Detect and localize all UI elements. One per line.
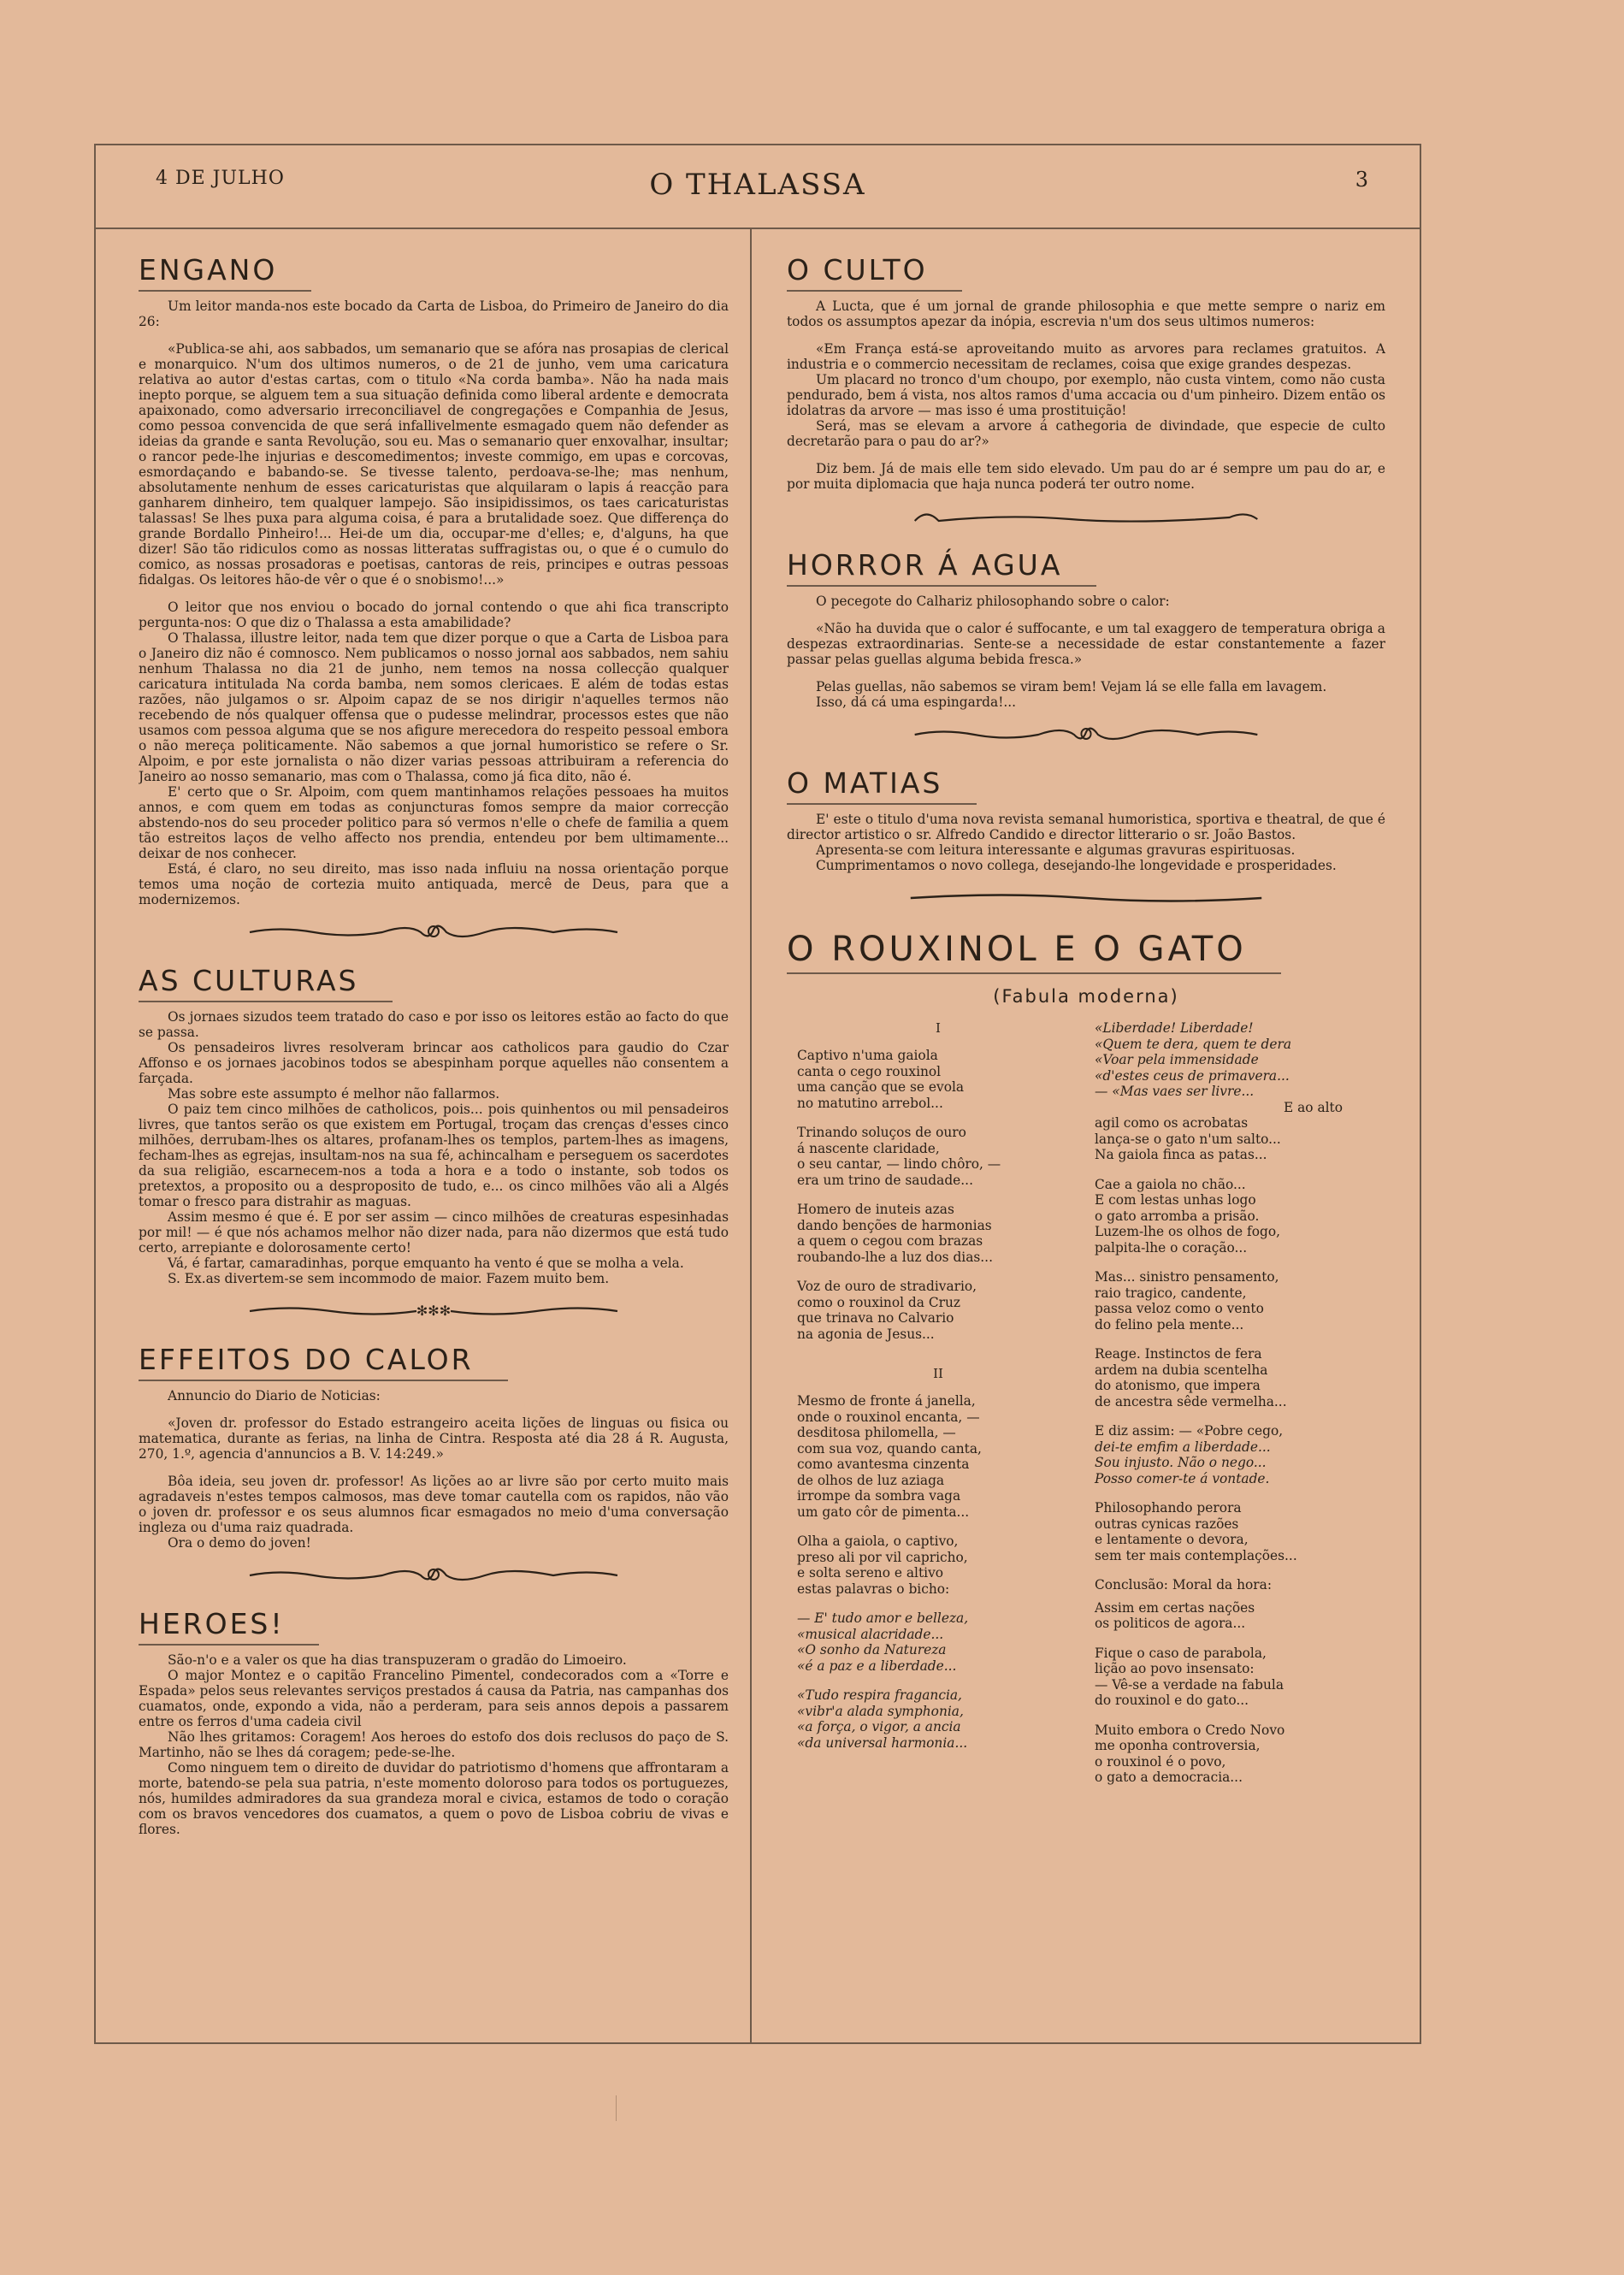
article-paragraph: Annuncio do Diario de Noticias: bbox=[168, 1388, 381, 1403]
article-paragraph: «Publica-se ahi, aos sabbados, um semanario que se afóra nas prosapias de clerical e monarquico. N'um dos ultimos numeros, o de 21 de junho, vem uma caricatura relativa ao autor d'estas cartas, com o titulo «Na corda bamba». Não ha nada mais inepto porque, se alguem tem a sua situação definida como liberal ardente e democrata apaixonado, como adversario irreconciliavel de congregações e Companhia de Jesus, como pessoa convencida de que será infallivelmente esmagado quem não defender as ideias da grande e santa Revolução, sou eu. Mas o semanario quer enxovalhar, insultar; o rancor pede-lhe injurias e descomedimentos; investe commigo, em upas e corcovas, esmordaçando e babando-se. Se tivesse talento, perdoava-se-lhe; mas nenhum, absolutamente nenhum de esses caricaturistas que alquilaram o lapis á reacção para ganharem dinheiro, tem qualquer lampejo. São insipidissimos, os taes caricaturistas talassas! Se lhes puxa para alguma coisa, é para a brutalidade soez. Que differença do grande Bordallo Pinheiro!... Hei-de um dia, occupar-me d'elles; e, d'alguns, ha que dizer! São tão ridiculos como as nossas litteratas suffragistas ou, o que é o cumulo do comico, as nossas prosadoras e poetisas, cantoras de reis, principes e outras pessoas fidalgas. Os leitores hão-de vêr o que é o snobismo!...» bbox=[139, 341, 729, 588]
poem-stanza bbox=[1095, 1020, 1377, 1163]
ornamental-divider bbox=[245, 1563, 622, 1588]
poem-line: Trinando soluços de ouro bbox=[797, 1125, 966, 1140]
poem-line: canta o cego rouxinol bbox=[797, 1063, 942, 1079]
poem-line: os politicos de agora... bbox=[1095, 1616, 1246, 1631]
article-paragraph: Não lhes gritamos: Coragem! Aos heroes do estofo dos dois reclusos do paço de S. Martinho, não se lhes dá coragem; pede-se-lhe. bbox=[139, 1729, 729, 1760]
poem-line: E ao alto bbox=[1283, 1099, 1343, 1115]
poem-line: agil como os acrobatas bbox=[1095, 1115, 1249, 1131]
poem-line: Assim em certas nações bbox=[1095, 1599, 1255, 1616]
poem-line: preso ali por vil capricho, bbox=[797, 1549, 968, 1565]
poem-line: no matutino arrebol... bbox=[797, 1095, 943, 1111]
article-horror bbox=[787, 543, 1385, 710]
poem-stanza bbox=[1095, 1500, 1377, 1563]
article-culto bbox=[787, 248, 1385, 492]
poem-line: Voz de ouro de stradivario, bbox=[797, 1279, 977, 1294]
poem-line: E com lestas unhas logo bbox=[1095, 1192, 1256, 1208]
poem-line: — E' tudo amor e belleza, bbox=[797, 1610, 969, 1626]
article-title: O ROUXINOL E O GATO bbox=[787, 930, 1281, 974]
poem-line: dando benções de harmonias bbox=[797, 1217, 992, 1233]
poem-line: «da universal harmonia... bbox=[797, 1734, 968, 1751]
article-paragraph: Vá, é fartar, camaradinhas, porque emquanto ha vento é que se molha a vela. bbox=[168, 1256, 684, 1271]
fable-subtitle: (Fabula moderna) bbox=[993, 986, 1179, 1007]
poem-line: Captivo n'uma gaiola bbox=[797, 1048, 938, 1063]
article-paragraph: O Thalassa, illustre leitor, nada tem que dizer porque o que a Carta de Lisboa para o Janeiro diz não é comnosco. Nem publicamos o nosso jornal aos sabbados, nem sahiu nenhum Thalassa no dia 21 de junho, nem temos na nossa collecção qualquer caricatura intitulada Na corda bamba, nem somos clericaes. E além de todas estas razões, não julgamos o sr. Alpoim capaz de se nos dirigir n'aquelles termos não recebendo de nós qualquer offensa que o pudesse melindrar, processos estes que não usamos com pessoa alguma que se nos afigure merecedora do respeito pessoal embora o não mereça politicamente. Não sabemos a que jornal humoristico se refere o Sr. Alpoim, e por este jornalista o não dizer varias pessoas attribuiram a referencia do Janeiro ao nosso semanario, mas com o Thalassa, como já fica dito, não é. bbox=[139, 630, 729, 784]
poem-line: Na gaiola finca as patas... bbox=[1095, 1147, 1267, 1162]
poem-line: «O sonho da Natureza bbox=[797, 1642, 947, 1658]
poem-line: «musical alacridade... bbox=[797, 1626, 944, 1642]
poem-stanza bbox=[797, 1533, 1079, 1597]
article-paragraph: A Lucta, que é um jornal de grande philosophia e que mette sempre o nariz em todos os assumptos apezar da inópia, escrevia n'um dos seus ultimos numeros: bbox=[787, 298, 1385, 329]
poem-stanza bbox=[797, 1125, 1079, 1188]
article-title: EFFEITOS DO CALOR bbox=[139, 1343, 508, 1381]
article-paragraph: Será, mas se elevam a arvore á cathegoria de divindade, que especie de culto decretarão para o pau do ar?» bbox=[787, 418, 1385, 449]
poem-line: Muito embora o Credo Novo bbox=[1095, 1722, 1285, 1738]
article-paragraph: O pecegote do Calhariz philosophando sobre o calor: bbox=[816, 594, 1170, 609]
ornamental-divider bbox=[911, 504, 1261, 529]
poem-line: raio tragico, candente, bbox=[1095, 1285, 1247, 1301]
poem-line: «Voar pela immensidade bbox=[1095, 1052, 1259, 1067]
article-title: AS CULTURAS bbox=[139, 964, 393, 1002]
svg-text:✻✻✻: ✻✻✻ bbox=[416, 1303, 452, 1319]
poem-line: do rouxinol e do gato... bbox=[1095, 1693, 1249, 1708]
poem-stanza bbox=[1095, 1269, 1377, 1332]
poem-line: na agonia de Jesus... bbox=[797, 1326, 935, 1342]
article-title: O CULTO bbox=[787, 253, 962, 292]
poem-line: «Tudo respira fragancia, bbox=[797, 1687, 962, 1703]
article-paragraph: Está, é claro, no seu direito, mas isso nada influiu na nossa orientação porque temos uma noção de cortezia muito antiquada, mercê de Deus, para que a modernizemos. bbox=[139, 861, 729, 907]
newspaper-title: O THALASSA bbox=[649, 168, 866, 202]
article-title: HORROR Á AGUA bbox=[787, 548, 1096, 587]
article-paragraph: Como ninguem tem o direito de duvidar do patriotismo d'homens que affrontaram a morte, batendo-se pela sua patria, n'este momento doloroso para todos os portuguezes, nós, humildes admiradores da sua grandeza moral e civica, estamos de todo o coração com os bravos vencedores dos cuamatos, a quem o povo de Lisboa cobriu de vivas e flores. bbox=[139, 1760, 729, 1837]
header-rule bbox=[96, 228, 1420, 229]
poem-stanza bbox=[1095, 1346, 1377, 1409]
poem-line: E diz assim: — «Pobre cego, bbox=[1095, 1423, 1284, 1439]
poem-line: e solta sereno e altivo bbox=[797, 1565, 944, 1581]
poem-line: palpita-lhe o coração... bbox=[1095, 1239, 1248, 1256]
poem-line: do atonismo, que impera bbox=[1095, 1378, 1261, 1393]
article-paragraph: Mas sobre este assumpto é melhor não fallarmos. bbox=[168, 1086, 500, 1102]
poem-stanza bbox=[797, 1687, 1079, 1751]
poem-line: o gato arromba a prisão. bbox=[1095, 1208, 1260, 1224]
ornamental-divider bbox=[245, 1298, 622, 1324]
article-paragraph: Bôa ideia, seu joven dr. professor! As lições ao ar livre são por certo muito mais agradaveis n'estes tempos calmosos, mas deve tomar cautella com os rapidos, não vão o joven dr. professor e os seus alumnos ficar esmagados no meio d'uma conversação ingleza ou d'uma raiz quadrada. bbox=[139, 1474, 729, 1535]
article-paragraph: E' este o titulo d'uma nova revista semanal humoristica, sportiva e theatral, de que é director artistico o sr. Alfredo Candido e director litterario o sr. João Bastos. bbox=[787, 812, 1385, 842]
newspaper-page-frame bbox=[94, 144, 1421, 2044]
article-paragraph: Os pensadeiros livres resolveram brincar aos catholicos para gaudio do Czar Affonso e os jornaes jacobinos todos se abespinham porque aquelles não consentem a farçada. bbox=[139, 1040, 729, 1086]
poem-stanza bbox=[797, 1393, 1079, 1520]
left-column bbox=[139, 248, 729, 2032]
article-paragraph: Assim mesmo é que é. E por ser assim — cinco milhões de creaturas espesinhadas por mil! — é que nós achamos melhor não dizer nada, para não dizermos que está tudo certo, arrepiante e dolorosamente certo! bbox=[139, 1209, 729, 1256]
poem-line: Luzem-lhe os olhos de fogo, bbox=[1095, 1224, 1281, 1239]
poem-line: era um trino de saudade... bbox=[797, 1172, 973, 1188]
poem-line: Reage. Instinctos de fera bbox=[1095, 1346, 1262, 1362]
poem-line: — «Mas vaes ser livre... bbox=[1095, 1084, 1255, 1099]
poem-line: de ancestra sêde vermelha... bbox=[1095, 1393, 1287, 1409]
paper-mark bbox=[616, 2095, 617, 2121]
article-title: HEROES! bbox=[139, 1607, 319, 1646]
poem-line: um gato côr de pimenta... bbox=[797, 1504, 970, 1520]
poem-line: á nascente claridade, bbox=[797, 1140, 940, 1156]
poem-line: uma canção que se evola bbox=[797, 1079, 965, 1095]
poem-line: me oponha controversia, bbox=[1095, 1738, 1261, 1753]
poem-column-right bbox=[1095, 1020, 1377, 1799]
article-heroes bbox=[139, 1602, 729, 1837]
poem-line: com sua voz, quando canta, bbox=[797, 1440, 982, 1457]
poem-line: Posso comer-te á vontade. bbox=[1095, 1470, 1270, 1486]
ornamental-divider bbox=[906, 885, 1266, 911]
article-paragraph: «Joven dr. professor do Estado estrangeiro aceita lições de linguas ou fisica ou matematica, durante as ferias, na linha de Cintra. Resposta até dia 28 á R. Augusta, 270, 1.º, agencia d'annuncios a B. V. 14:249.» bbox=[139, 1415, 729, 1462]
poem-line: lança-se o gato n'um salto... bbox=[1095, 1131, 1281, 1147]
poem-line: que trinava no Calvario bbox=[797, 1310, 954, 1326]
part-numeral: I bbox=[936, 1020, 941, 1036]
poem-stanza bbox=[1095, 1577, 1377, 1593]
issue-date: 4 DE JULHO bbox=[156, 168, 285, 189]
ornamental-divider bbox=[245, 919, 622, 945]
article-paragraph: São-n'o e a valer os que ha dias transpuzeram o gradão do Limoeiro. bbox=[168, 1652, 627, 1668]
poem-line: outras cynicas razões bbox=[1095, 1516, 1239, 1532]
poem-stanza bbox=[797, 1610, 1079, 1674]
right-column bbox=[787, 248, 1385, 2032]
article-paragraph: Um placard no tronco d'um choupo, por exemplo, não custa vintem, como não custa pendurado, bem á vista, nos altos ramos d'uma accacia ou d'um pinheiro. Dizem então os idolatras da arvore — mas isso é uma prostituição! bbox=[787, 372, 1385, 418]
poem-stanza bbox=[1095, 1423, 1377, 1486]
poem-line: o gato a democracia... bbox=[1095, 1770, 1243, 1785]
poem-line: Philosophando perora bbox=[1095, 1500, 1242, 1516]
poem-line: Cae a gaiola no chão... bbox=[1095, 1176, 1246, 1192]
poem-line: lição ao povo insensato: bbox=[1095, 1661, 1255, 1676]
poem-line: como avantesma cinzenta bbox=[797, 1457, 970, 1472]
poem-line: «d'estes ceus de primavera... bbox=[1095, 1067, 1290, 1084]
ornamental-divider bbox=[911, 722, 1261, 748]
poem-stanza bbox=[797, 1202, 1079, 1265]
poem-line: sem ter mais contemplações... bbox=[1095, 1547, 1297, 1563]
poem-line: de olhos de luz aziaga bbox=[797, 1472, 945, 1488]
poem-line: — Vê-se a verdade na fabula bbox=[1095, 1676, 1284, 1693]
poem-line: Fique o caso de parabola, bbox=[1095, 1645, 1267, 1661]
poem-line: «a força, o vigor, a ancia bbox=[797, 1719, 961, 1734]
poem-line: o seu cantar, — lindo chôro, — bbox=[797, 1156, 1001, 1172]
poem-line: Homero de inuteis azas bbox=[797, 1202, 954, 1217]
poem-line: dei-te emfim a liberdade... bbox=[1095, 1439, 1271, 1455]
poem-line: Mesmo de fronte á janella, bbox=[797, 1393, 976, 1409]
article-paragraph: «Não ha duvida que o calor é suffocante, e um tal exaggero de temperatura obriga a despezas extraordinarias. Sente-se a necessidade de estar constantemente a fazer passar pelas guellas alguma bebida fresca.» bbox=[787, 621, 1385, 667]
poem-stanza bbox=[797, 1048, 1079, 1111]
poem-column-left bbox=[797, 1020, 1079, 1764]
article-paragraph: E' certo que o Sr. Alpoim, com quem mantinhamos relações pessoaes ha muitos annos, e com quem em todas as conjuncturas fomos sempre da maior correcção abstendo-nos do seu proceder politico para só vermos n'elle o chefe de familia a quem tão estreitos laços de velho affecto nos prendia, entendeu por bem ultimamente... deixar de nos conhecer. bbox=[139, 784, 729, 861]
article-paragraph: Um leitor manda-nos este bocado da Carta de Lisboa, do Primeiro de Janeiro do dia 26: bbox=[139, 298, 729, 329]
poem-stanza bbox=[1095, 1177, 1377, 1256]
poem-line: e lentamente o devora, bbox=[1095, 1532, 1249, 1547]
poem-line: passa veloz como o vento bbox=[1095, 1301, 1264, 1316]
article-fable bbox=[787, 925, 1385, 1841]
article-paragraph: Isso, dá cá uma espingarda!... bbox=[816, 694, 1017, 710]
poem-line: a quem o cegou com brazas bbox=[797, 1233, 983, 1249]
article-paragraph: Cumprimentamos o novo collega, desejando-lhe longevidade e prosperidades. bbox=[816, 858, 1337, 873]
poem-line: roubando-lhe a luz dos dias... bbox=[797, 1249, 993, 1265]
article-engano bbox=[139, 248, 729, 907]
article-title: ENGANO bbox=[139, 253, 311, 292]
article-title: O MATIAS bbox=[787, 766, 977, 805]
poem-stanza bbox=[1095, 1646, 1377, 1709]
part-numeral: II bbox=[933, 1366, 943, 1381]
poem-line: «Quem te dera, quem te dera bbox=[1095, 1036, 1292, 1052]
column-divider bbox=[750, 229, 752, 2042]
poem-line: Sou injusto. Não o nego... bbox=[1095, 1455, 1267, 1470]
poem-line: Olha a gaiola, o captivo, bbox=[797, 1533, 959, 1549]
poem-stanza bbox=[797, 1279, 1079, 1342]
poem-line: irrompe da sombra vaga bbox=[797, 1488, 961, 1504]
article-paragraph: Os jornaes sizudos teem tratado do caso e por isso os leitores estão ao facto do que se passa. bbox=[139, 1009, 729, 1040]
article-paragraph: O leitor que nos enviou o bocado do jornal contendo o que ahi fica transcripto pergunta-nos: O que diz o Thalassa a esta amabilidade? bbox=[139, 600, 729, 630]
article-paragraph: S. Ex.as divertem-se sem incommodo de maior. Fazem muito bem. bbox=[168, 1271, 610, 1286]
poem-line: do felino pela mente... bbox=[1095, 1316, 1244, 1332]
poem-line: Conclusão: Moral da hora: bbox=[1095, 1577, 1273, 1592]
article-paragraph: O major Montez e o capitão Francelino Pimentel, condecorados com a «Torre e Espada» pelos seus relevantes serviços prestados á causa da Patria, nas campanhas dos cuamatos, onde, expondo a vida, não a perderam, para seis annos depois a passarem entre os ferros d'uma cadeia civil bbox=[139, 1668, 729, 1729]
poem-stanza bbox=[1095, 1600, 1377, 1632]
poem-line: estas palavras o bicho: bbox=[797, 1581, 950, 1597]
poem-line: «Liberdade! Liberdade! bbox=[1095, 1020, 1254, 1036]
article-calor bbox=[139, 1338, 729, 1551]
poem-line: ardem na dubia scentelha bbox=[1095, 1362, 1268, 1378]
poem-line: «é a paz e a liberdade... bbox=[797, 1658, 957, 1674]
poem-line: Mas... sinistro pensamento, bbox=[1095, 1269, 1279, 1285]
poem-stanza bbox=[1095, 1722, 1377, 1786]
article-paragraph: «Em França está-se aproveitando muito as arvores para reclames gratuitos. A industria e o commercio necessitam de reclames, coisa que exige grandes despezas. bbox=[787, 341, 1385, 372]
article-paragraph: Apresenta-se com leitura interessante e algumas gravuras espirituosas. bbox=[816, 842, 1296, 858]
article-paragraph: Ora o demo do joven! bbox=[168, 1535, 311, 1551]
poem-line: como o rouxinol da Cruz bbox=[797, 1294, 961, 1310]
poem-line: «vibr'a alada symphonia, bbox=[797, 1703, 964, 1719]
fable-poem bbox=[787, 1020, 1385, 1841]
page-number: 3 bbox=[1355, 168, 1368, 192]
article-paragraph: O paiz tem cinco milhões de catholicos, pois... pois quinhentos ou mil pensadeiros livres, que tantos serão os que existem em Portugal, troçam das crenças d'esses cinco milhões, derrubam-lhes os altares, profanam-lhes os templos, partem-lhes as imagens, fecham-lhes as egrejas, insultam-nos na sua fé, achincalham e perseguem os sacerdotes da sua religião, escarnecem-nos a toda a hora e a todo o instante, sob todos os pretextos, a proposito ou a desproposito de tudo, e... os cinco milhões vão ali a Algés tomar o fresco para distrahir as maguas. bbox=[139, 1102, 729, 1209]
article-matias bbox=[787, 761, 1385, 873]
poem-line: o rouxinol é o povo, bbox=[1095, 1753, 1226, 1770]
poem-line: desditosa philomella, — bbox=[797, 1425, 956, 1440]
article-culturas bbox=[139, 959, 729, 1286]
article-paragraph: Pelas guellas, não sabemos se viram bem! Vejam lá se elle falla em lavagem. bbox=[816, 679, 1327, 694]
poem-line: onde o rouxinol encanta, — bbox=[797, 1409, 980, 1425]
article-paragraph: Diz bem. Já de mais elle tem sido elevado. Um pau do ar é sempre um pau do ar, e por muita diplomacia que haja nunca poderá ter outro nome. bbox=[787, 461, 1385, 492]
